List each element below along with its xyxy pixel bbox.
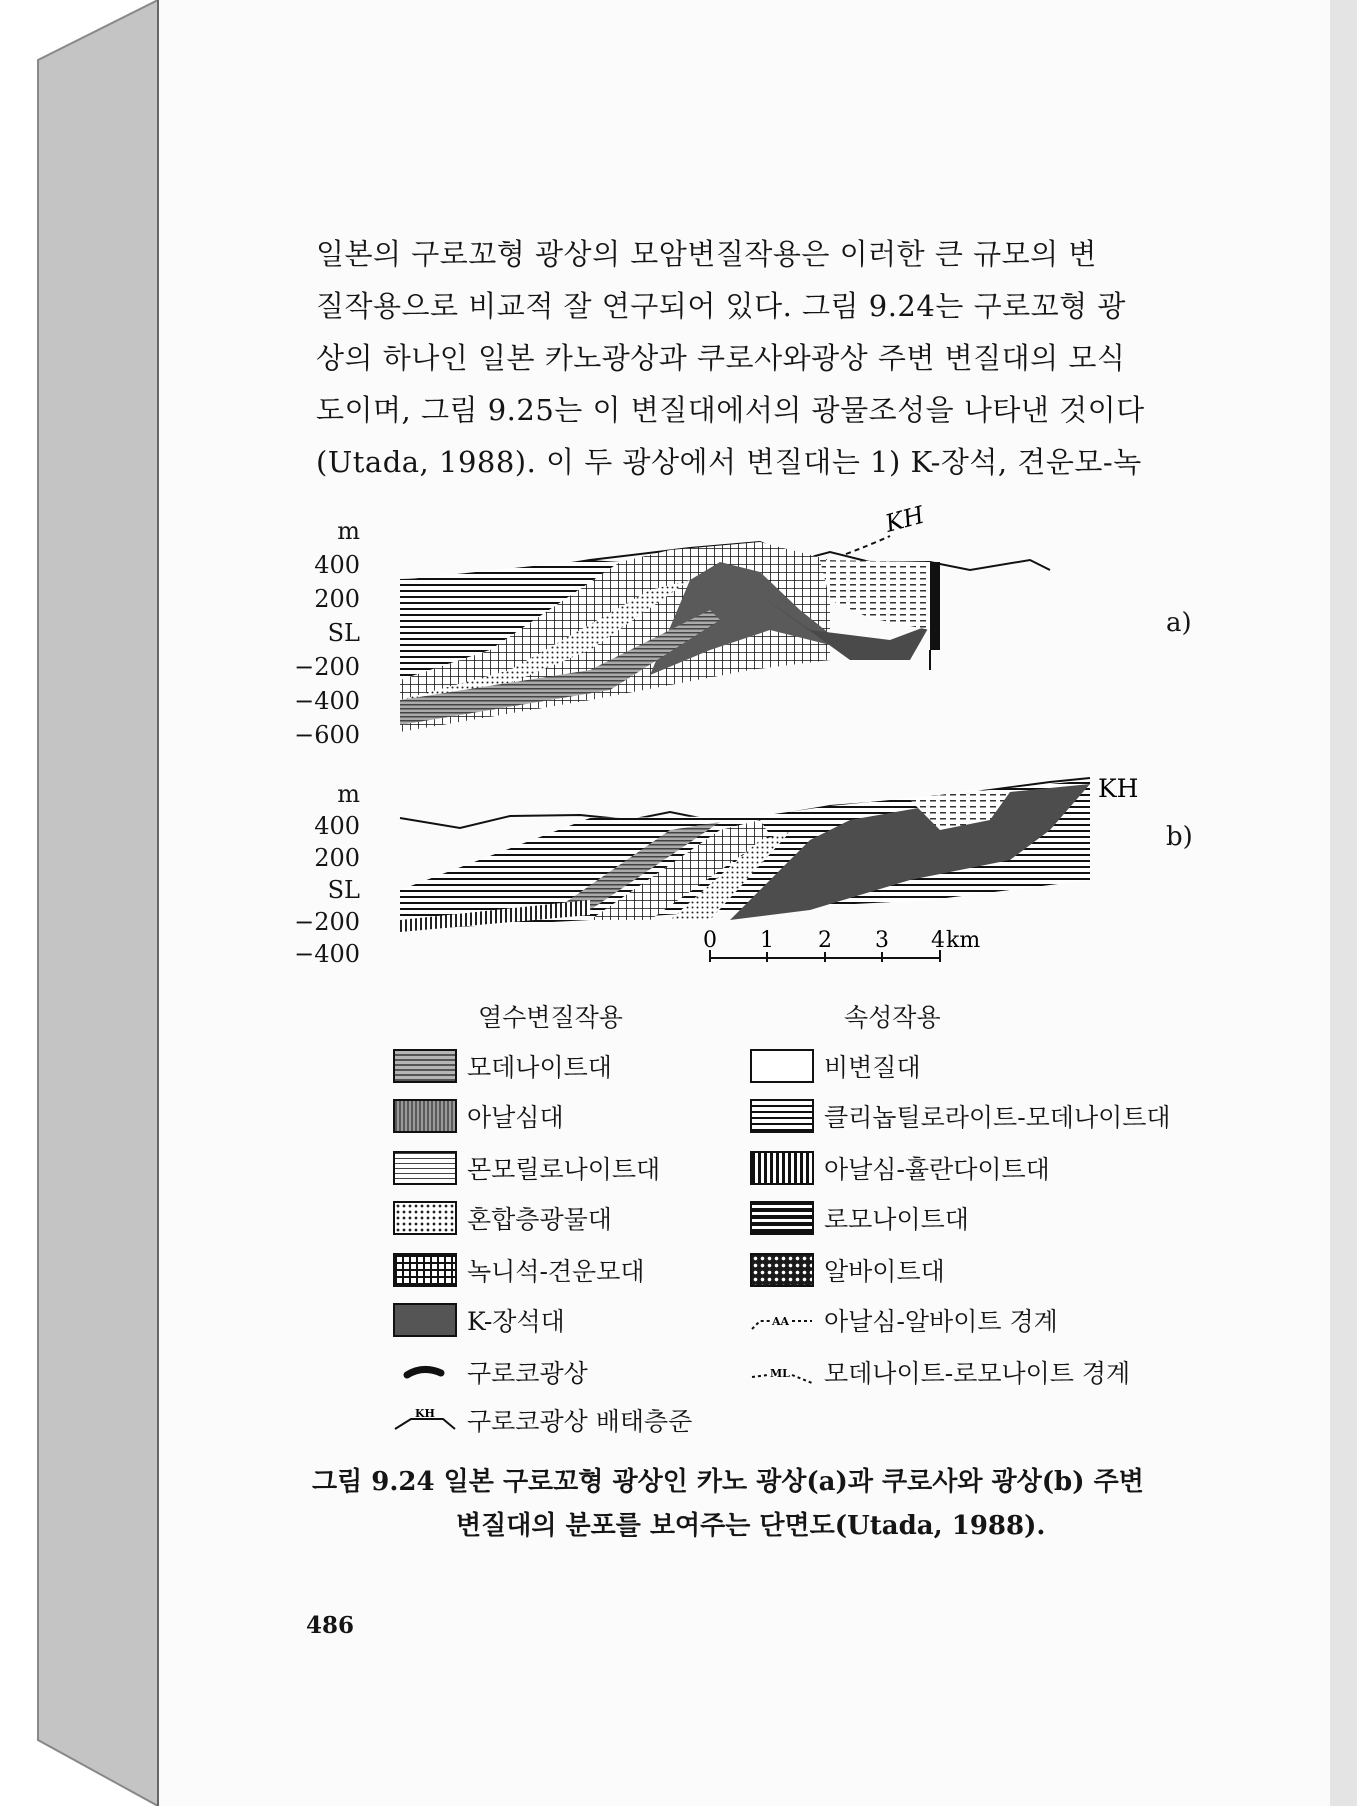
aa-boundary-symbol [750,1303,814,1337]
legend-label: 모데나이트-로모나이트 경계 [824,1359,1131,1388]
legend-swatch [750,1099,814,1133]
legend-label: 비변질대 [824,1053,921,1082]
legend-item [750,1200,969,1236]
legend-label: 아날심-휼란다이트대 [824,1155,1050,1184]
body-line: 일본의 구로꼬형 광상의 모암변질작용은 이러한 큰 규모의 변 [316,237,1097,271]
y-tick: −600 [294,721,360,749]
section-b [400,774,1138,932]
legend-item [393,1252,645,1288]
legend-label: 혼합층광물대 [467,1205,612,1234]
caption-line-2: 변질대의 분포를 보여주는 단면도(Utada, 1988). [456,1511,1046,1541]
y-tick: 200 [314,844,360,872]
legend-swatch [393,1303,457,1337]
y-tick: m [337,780,360,808]
legend-label: 구로코광상 배태층준 [467,1407,693,1436]
legend-item [750,1098,1171,1134]
cross-section-drawing [290,500,1240,1060]
legend-item [750,1150,1050,1186]
legend-item [393,1200,612,1236]
kh-label-a: KH [882,500,928,538]
legend-swatch [750,1253,814,1287]
legend-label: 알바이트대 [824,1257,945,1286]
legend-label: 녹니석-견운모대 [467,1257,645,1286]
legend-label: 몬모릴로나이트대 [467,1155,661,1184]
ml-mark: ML [770,1367,790,1380]
scale-tick: 1 [760,928,774,953]
y-tick: −400 [294,687,360,715]
body-line: (Utada, 1988). 이 두 광상에서 변질대는 1) K-장석, 견운모-녹 [316,445,1142,479]
kh-mark: KH [415,1407,435,1420]
figure-caption [312,1460,1212,1548]
legend-item [393,1150,660,1186]
legend-swatch [750,1201,814,1235]
legend-item [750,1354,1130,1390]
ml-boundary-symbol [750,1355,814,1389]
y-tick: −400 [294,940,360,968]
legend-label: 클리놉틸로라이트-모데나이트대 [824,1103,1171,1132]
y-tick: m [337,517,360,545]
legend-label: 아날심대 [467,1103,564,1132]
legend-swatch [393,1151,457,1185]
legend-item [393,1302,565,1338]
kh-label-b: KH [1098,774,1139,803]
scale-unit: km [946,928,981,953]
legend-swatch [750,1151,814,1185]
legend-label: 모데나이트대 [467,1053,612,1082]
legend-item [393,1098,564,1134]
legend-item [393,1354,588,1390]
body-paragraph [316,228,1209,488]
legend-swatch [393,1201,457,1235]
body-line: 상의 하나인 일본 카노광상과 쿠로사와광상 주변 변질대의 모식 [316,341,1126,375]
scale-tick: 3 [875,928,889,953]
kh-horizon-symbol [393,1403,457,1437]
legend-heading-diagenetic: 속성작용 [844,1003,941,1032]
legend-item [750,1048,921,1084]
y-tick: SL [327,876,360,904]
section-a-tag: a) [1166,608,1192,638]
aa-mark: AA [772,1315,790,1328]
y-tick: −200 [294,653,360,681]
legend-label: K-장석대 [467,1307,565,1336]
legend-swatch [393,1253,457,1287]
legend-item [393,1402,692,1438]
legend-label: 아날심-알바이트 경계 [824,1307,1058,1336]
legend-swatch [393,1049,457,1083]
y-tick: 200 [314,585,360,613]
scale-bar [703,928,980,962]
legend-heading-hydrothermal: 열수변질작용 [478,1003,623,1032]
legend-label: 로모나이트대 [824,1205,969,1234]
y-tick: SL [327,619,360,647]
ore-deposit-symbol [393,1355,457,1389]
body-line: 도이며, 그림 9.25는 이 변질대에서의 광물조성을 나타낸 것이다 [316,393,1145,427]
scale-tick: 0 [703,928,717,953]
legend-item [750,1252,945,1288]
legend-item [393,1048,612,1084]
legend-swatch [750,1049,814,1083]
body-line: 질작용으로 비교적 잘 연구되어 있다. 그림 9.24는 구로꼬형 광 [316,289,1126,323]
cross-section-figure [290,500,1240,1060]
y-tick: −200 [294,908,360,936]
caption-line-1: 그림 9.24 일본 구로꼬형 광상인 카노 광상(a)과 쿠로사와 광상(b) 주변 [312,1467,1144,1497]
section-b-tag: b) [1166,822,1193,852]
scale-tick: 4 [931,928,945,953]
legend-label: 구로코광상 [467,1359,588,1388]
scale-tick: 2 [818,928,832,953]
section-a [400,500,1050,732]
y-tick: 400 [314,812,360,840]
y-tick: 400 [314,551,360,579]
legend-item [750,1302,1058,1338]
legend-swatch [393,1099,457,1133]
page-number: 486 [306,1612,355,1639]
